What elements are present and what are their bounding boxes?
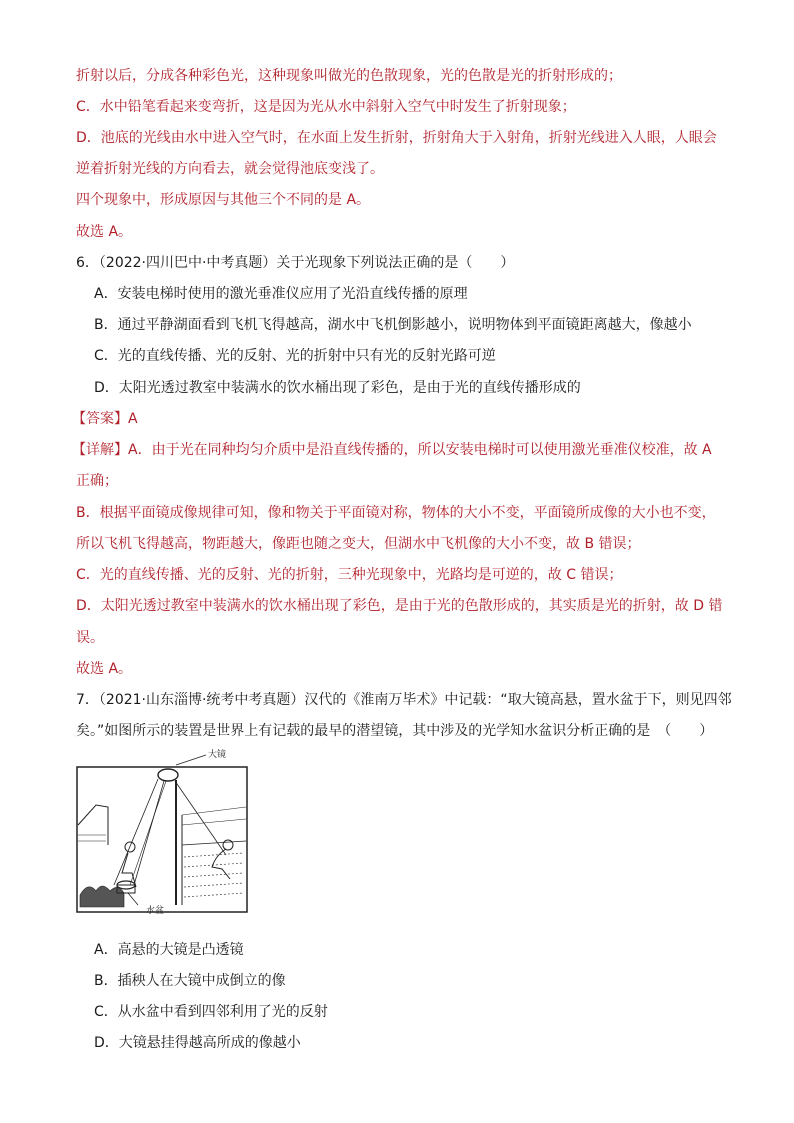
analysis-option-d-line1: D．池底的光线由水中进入空气时，在水面上发生折射，折射角大于入射角，折射光线进入人眼，人眼会 xyxy=(76,130,717,146)
q6-detail-c: C．光的直线传播、光的反射、光的折射，三种光现象中，光路均是可逆的，故 C 错误； xyxy=(76,567,623,583)
answer-tag: 【答案】 xyxy=(72,411,128,427)
basin-label: 水盆 xyxy=(146,906,165,915)
q6-detail-d-line2: 误。 xyxy=(76,630,104,646)
q7-option-a: A．高悬的大镜是凸透镜 xyxy=(94,942,244,958)
q6-detail-a-line1 xyxy=(72,440,712,460)
analysis-summary: 四个现象中，形成原因与其他三个不同的是 A。 xyxy=(76,192,371,208)
q6-option-d: D．太阳光透过教室中装满水的饮水桶出现了彩色，是由于光的直线传播形成的 xyxy=(94,380,581,396)
analysis-choose: 故选 A。 xyxy=(76,224,133,240)
q7-stem-line2: 矣。”如图所示的装置是世界上有记载的最早的潜望镜，其中涉及的光学知水盆识分析正确的是 （ ） xyxy=(76,723,714,739)
q6-detail-b-line2: 所以飞机飞得越高，物距越大，像距也随之变大，但湖水中飞机像的大小不变，故 B 错误； xyxy=(76,536,641,552)
periscope-illustration xyxy=(76,745,248,915)
periscope-figure xyxy=(76,745,248,915)
q6-stem: 6．（2022·四川巴中·中考真题）关于光现象下列说法正确的是（ ） xyxy=(76,255,515,271)
q7-stem-line1: 7．（2021·山东淄博·统考中考真题）汉代的《淮南万毕术》中记载：“取大镜高悬，置水盆于下，则见四邻 xyxy=(76,692,732,708)
q6-choose: 故选 A。 xyxy=(76,661,133,677)
q6-option-b: B．通过平静湖面看到飞机飞得越高，湖水中飞机倒影越小，说明物体到平面镜距离越大，像越小 xyxy=(94,317,692,333)
analysis-option-d-line2: 逆着折射光线的方向看去，就会觉得池底变浅了。 xyxy=(76,161,384,177)
detail-tag: 【详解】 xyxy=(72,442,128,458)
q6-option-c: C．光的直线传播、光的反射、光的折射中只有光的反射光路可逆 xyxy=(94,348,496,364)
q7-option-b: B．插秧人在大镜中成倒立的像 xyxy=(94,973,286,989)
q7-option-c: C．从水盆中看到四邻利用了光的反射 xyxy=(94,1004,328,1020)
q7-option-d: D．大镜悬挂得越高所成的像越小 xyxy=(94,1035,301,1051)
q6-detail-a-line2: 正确； xyxy=(76,473,118,489)
q6-option-a: A．安装电梯时使用的激光垂准仪应用了光沿直线传播的原理 xyxy=(94,286,468,302)
q6-detail-d-line1: D．太阳光透过教室中装满水的饮水桶出现了彩色，是由于光的色散形成的，其实质是光的折射，故 D 错 xyxy=(76,598,723,614)
detail-a-text: A．由于光在同种均匀介质中是沿直线传播的，所以安装电梯时可以使用激光垂准仪校准，故 A xyxy=(128,442,712,458)
q6-detail-b-line1: B．根据平面镜成像规律可知，像和物关于平面镜对称，物体的大小不变，平面镜所成像的大小也不变， xyxy=(76,505,716,521)
analysis-b-continued: 折射以后，分成各种彩色光，这种现象叫做光的色散现象，光的色散是光的折射形成的； xyxy=(76,68,622,84)
q6-answer xyxy=(72,409,138,429)
analysis-option-c: C．水中铅笔看起来变弯折，这是因为光从水中斜射入空气中时发生了折射现象； xyxy=(76,99,576,115)
mirror-label: 大镜 xyxy=(208,750,227,760)
answer-value: A xyxy=(128,411,138,427)
